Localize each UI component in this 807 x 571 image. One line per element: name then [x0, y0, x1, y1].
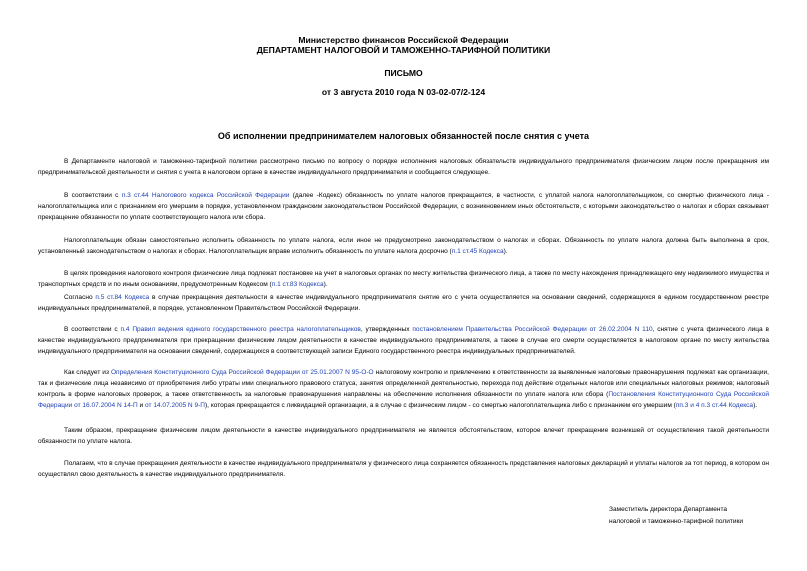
- paragraph-3-text-a: Налогоплательщик обязан самостоятельно исполнить обязанность по уплате налога, если иное не предусмотрено законодательством о налогах и сборах. Обязанность по уплате налога должна быть выполнена в срок, установленный законодательством о налогах и сборах. Налогоплательщик вправе исполнить обязанность по уплате налога досрочно (: [38, 237, 769, 255]
- paragraph-4: [38, 268, 769, 290]
- paragraph-6-text-c: , снятие с учета физического лица в качестве индивидуального предпринимателя при прекращении физическим лицом деятельности в качестве индивидуального предпринимателя, а также в случае его смерти осуществляется в налоговом органе по месту жительства индивидуального предпринимателя на основании сведений, содержащихся в соответствующей записи Единого государственного реестра индивидуальных предпринимателей.: [38, 326, 770, 355]
- link-code-art44-pp3-4[interactable]: пп.3 и 4 п.3 ст.44 Кодекса: [675, 402, 754, 409]
- paragraph-6-text-b: , утвержденных: [360, 326, 413, 333]
- paragraph-7-text-c: и: [137, 402, 146, 409]
- link-registry-rules[interactable]: п.4 Правил ведения единого государственного реестра налогоплательщиков: [120, 326, 361, 333]
- link-constitutional-court-9p[interactable]: от 14.07.2005 N 9-П: [145, 402, 205, 409]
- signature-block: [609, 504, 769, 528]
- link-constitutional-court-14p[interactable]: Постановления Конституционного Суда Российской Федерации от 16.07.2004 N 14-П: [38, 391, 769, 409]
- paragraph-5-text-a: Согласно: [64, 294, 96, 301]
- paragraph-5-text-b: в случае прекращения деятельности в качестве индивидуального предпринимателя снятие его с учета осуществляется на основании сведений, содержащихся в едином государственном реестре индивидуальных предпринимателей, в порядке, установленном Правительством Российской Федерации.: [38, 294, 769, 312]
- link-code-art84[interactable]: п.5 ст.84 Кодекса: [95, 294, 150, 301]
- paragraph-4-text-a: В целях проведения налогового контроля физические лица подлежат постановке на учет в налоговых органах по месту жительства физического лица, а также по месту нахождения принадлежащего ему недвижимого имущества и транспортных средств и по иным основаниям, предусмотренным Кодексом (: [38, 270, 769, 288]
- signature-line-1: Заместитель директора Департамента: [609, 506, 728, 513]
- paragraph-7-text-b: налоговому контролю и привлечению к ответственности за выявленные налоговые правонарушения подлежат как организации, так и физические лица независимо от приобретения либо утраты ими специального правового статуса, занятия определенной деятельностью, перехода под действие отдельных налогов или специальных налоговых режимов; налоговый контроль в форме налоговых проверок, а также ответственность за налоговые правонарушения направлены на обеспечение исполнения обязанности по уплате налога или сбора (: [38, 369, 769, 398]
- paragraph-4-text-b: ).: [323, 281, 328, 288]
- paragraph-3: [38, 235, 769, 257]
- link-code-art45[interactable]: п.1 ст.45 Кодекса: [451, 248, 504, 255]
- paragraph-2: [38, 190, 769, 223]
- paragraph-5: [38, 292, 769, 314]
- document-date-number: от 3 августа 2010 года N 03-02-07/2-124: [321, 87, 486, 97]
- paragraph-8: Таким образом, прекращение физическим лицом деятельности в качестве индивидуального предпринимателя не является обстоятельством, которое влечет прекращение возникшей от осуществления такой деятельности обязанности по уплате налога.: [38, 427, 769, 445]
- link-code-art83[interactable]: п.1 ст.83 Кодекса: [271, 281, 324, 288]
- paragraph-7-text-a: Как следует из: [64, 369, 111, 376]
- link-constitutional-court-ruling-95[interactable]: Определения Конституционного Суда Российской Федерации от 25.01.2007 N 95-О-О: [110, 369, 374, 376]
- paragraph-1: В Департаменте налоговой и таможенно-тарифной политики рассмотрено письмо по вопросу о порядке исполнения налоговых обязательств индивидуального предпринимателя физическим лицом после прекращения им предпринимательской деятельности и снятия с учета в налоговом органе в качестве индивидуального предпринимателя и сообщается следующее.: [38, 158, 769, 176]
- department-name: ДЕПАРТАМЕНТ НАЛОГОВОЙ И ТАМОЖЕННО-ТАРИФНОЙ ПОЛИТИКИ: [256, 45, 551, 55]
- paragraph-9: Полагаем, что в случае прекращения деятельности в качестве индивидуального предпринимателя у физического лица сохраняется обязанность представления налоговых деклараций и уплаты налогов за тот период, в котором он осуществлял свою деятельность в качестве индивидуального предпринимателя.: [38, 460, 770, 478]
- paragraph-2-text-b: (далее -Кодекс) обязанность по уплате налогов прекращается, в частности, с уплатой налога налогоплательщиком, со смертью физического лица - налогоплательщика или с признанием его умершим в порядке, установленном гражданским законодательством Российской Федерации, с возникновением иных обстоятельств, с которыми законодательство о налогах и сборах связывает прекращение обязанности по уплате соответствующего налога или сбора.: [38, 192, 769, 221]
- signature-line-2: налоговой и таможенно-тарифной политики: [609, 518, 744, 525]
- document-type: ПИСЬМО: [384, 68, 423, 78]
- document-title: Об исполнении предпринимателем налоговых обязанностей после снятия с учета: [217, 131, 590, 141]
- link-government-resolution-110[interactable]: постановлением Правительства Российской Федерации от 26.02.2004 N 110: [412, 326, 653, 333]
- link-tax-code-art44[interactable]: п.3 ст.44 Налогового кодекса Российской Федерации: [121, 192, 290, 199]
- ministry-name: Министерство финансов Российской Федерации: [298, 35, 509, 45]
- paragraph-7-text-d: ), которая прекращается с ликвидацией организации, а в случае с физическим лицом - со смертью налогоплательщика либо с признанием его умершим (: [205, 402, 676, 409]
- paragraph-6: [38, 324, 769, 357]
- paragraph-7-text-e: ).: [753, 402, 758, 409]
- paragraph-3-text-b: ).: [503, 248, 508, 255]
- paragraph-7: [38, 367, 769, 411]
- paragraph-2-text-a: В соответствии с: [64, 192, 122, 199]
- paragraph-6-text-a: В соответствии с: [64, 326, 121, 333]
